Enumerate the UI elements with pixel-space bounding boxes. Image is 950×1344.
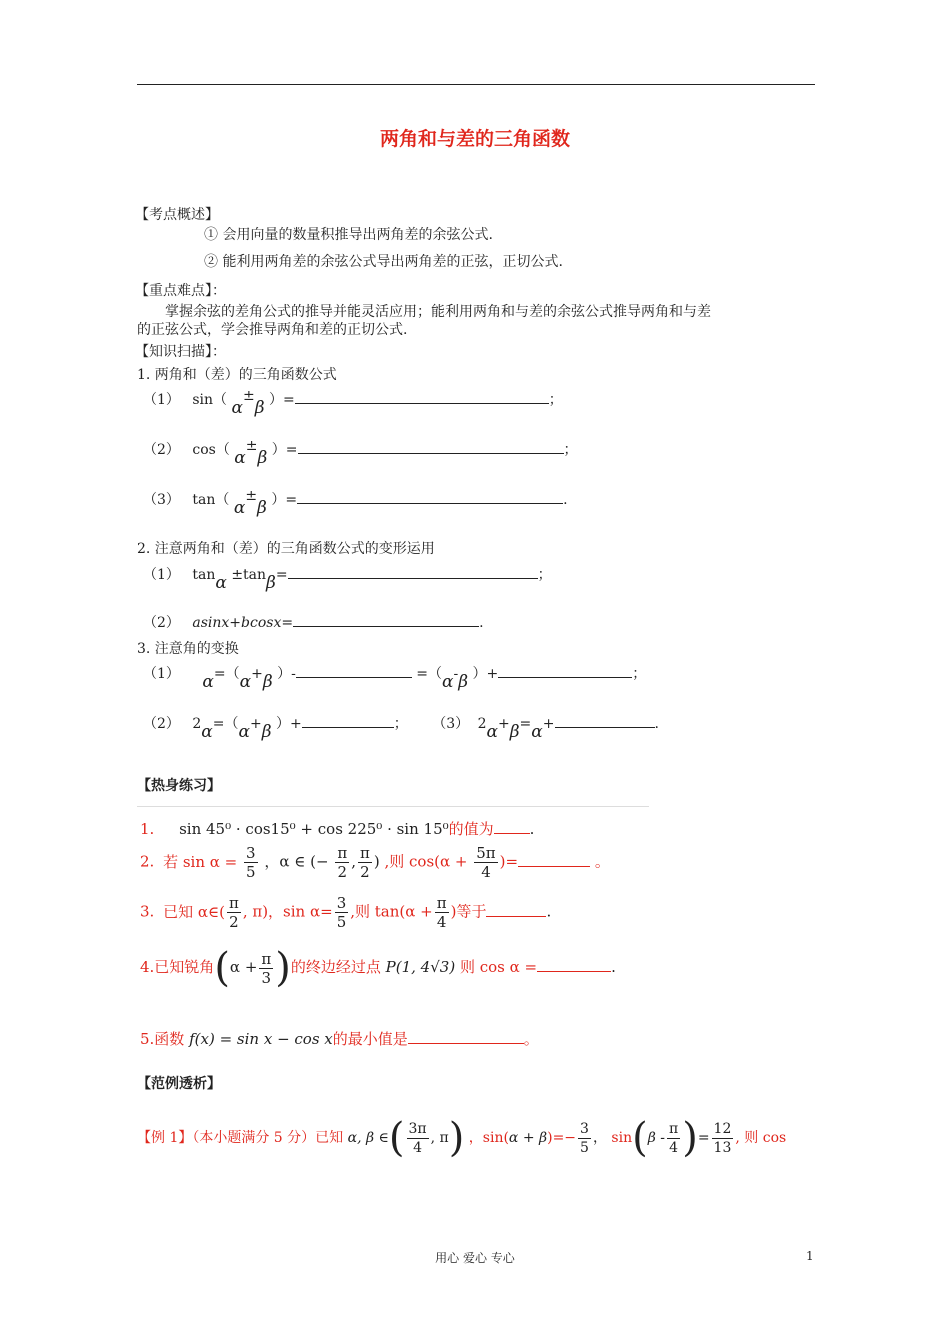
example-1: 【例 1】（本小题满分 5 分）已知 α, β ∈( $\frac{3\pi}{4}$ , π) ，sin(α + β)=− $\frac{3}{5}$ ， sin(β - $\frac{\pi}{4}$ )= $\frac{12}{13}$ , 则 cos [137,1115,787,1161]
answer-blank[interactable] [298,441,564,454]
answer-blank[interactable] [555,715,655,728]
warmup-question-1: 1. sin 45⁰ · cos15⁰ + cos 225⁰ · sin 15⁰的值为 . [140,820,535,838]
scan-section-2: 2. 注意两角和（差）的三角函数公式的变形运用 [137,541,435,557]
difficulty-heading: 【重点难点】： [135,283,226,299]
overview-item-2: ② 能利用两角差的余弦公式导出两角差的正弦，正切公式. [204,254,563,270]
overview-item-1: ① 会用向量的数量积推导出两角差的余弦公式. [204,227,493,243]
footer-text: 用心 爱心 专心 [435,1251,515,1265]
scan-section-3: 3. 注意角的变换 [137,641,239,657]
answer-blank[interactable] [494,821,530,834]
answer-blank[interactable] [302,715,394,728]
page-number: 1 [806,1249,814,1263]
answer-blank[interactable] [537,959,611,972]
page-title: 两角和与差的三角函数 [379,128,570,150]
scan-section-1: 1. 两角和（差）的三角函数公式 [137,367,337,383]
variant-item-1: （1） tanα ±tanβ= ； [143,567,552,593]
examples-heading: 【范例透析】 [137,1076,221,1092]
warmup-question-4: 4.已知锐角(α + $\frac{\pi}{3}$ )的终边经过点 P(1, 4√3) 则 cos α = . [140,945,616,991]
answer-blank[interactable] [486,904,546,917]
answer-blank[interactable] [295,391,549,404]
warmup-question-2: 2. 若 sin α = $\frac{3}{5}$ ，α ∈ (− $\frac{\pi}{2}$ , $\frac{\pi}{2}$ ) ,则 cos(α + $\frac{5\pi}{4}$ )= 。 [140,844,610,881]
warmup-heading: 【热身练习】 [137,778,221,794]
scan-heading: 【知识扫描】： [135,344,226,360]
overview-heading: 【考点概述】 [135,207,219,223]
difficulty-line-1: 掌握余弦的差角公式的推导并能灵活应用；能利用两角和与差的余弦公式推导两角和与差 [165,304,711,320]
answer-blank[interactable] [408,1031,524,1044]
variant-item-2: （2） asinx+bcosx= . [143,615,484,631]
warmup-question-3: 3. 已知 α∈( $\frac{\pi}{2}$ , π)，sin α= $\frac{3}{5}$ ,则 tan(α + $\frac{\pi}{4}$ )等于 . [140,894,552,931]
answer-blank[interactable] [296,665,412,678]
angle-item-2: （2） 2α=（α+β ）+ ； （3） 2α+β=α+ . [143,716,659,742]
angle-item-1: （1） α=（α+β ）- =（α-β ）+ ； [143,666,647,692]
answer-blank[interactable] [288,566,538,579]
answer-blank[interactable] [297,491,563,504]
formula-item-cos: （2） cos（ α±β ）= ； [143,438,578,468]
difficulty-line-2: 的正弦公式，学会推导两角和差的正切公式. [137,322,408,338]
formula-item-tan: （3） tan（ α±β ）= . [143,488,568,518]
formula-item-sin: （1） sin（ α±β ）= ； [143,388,563,418]
warmup-question-5: 5.函数 f(x) = sin x − cos x的最小值是 。 [140,1030,539,1048]
warmup-divider [137,806,649,807]
answer-blank[interactable] [518,854,590,867]
answer-blank[interactable] [293,614,479,627]
answer-blank[interactable] [498,665,632,678]
header-rule [137,84,815,85]
